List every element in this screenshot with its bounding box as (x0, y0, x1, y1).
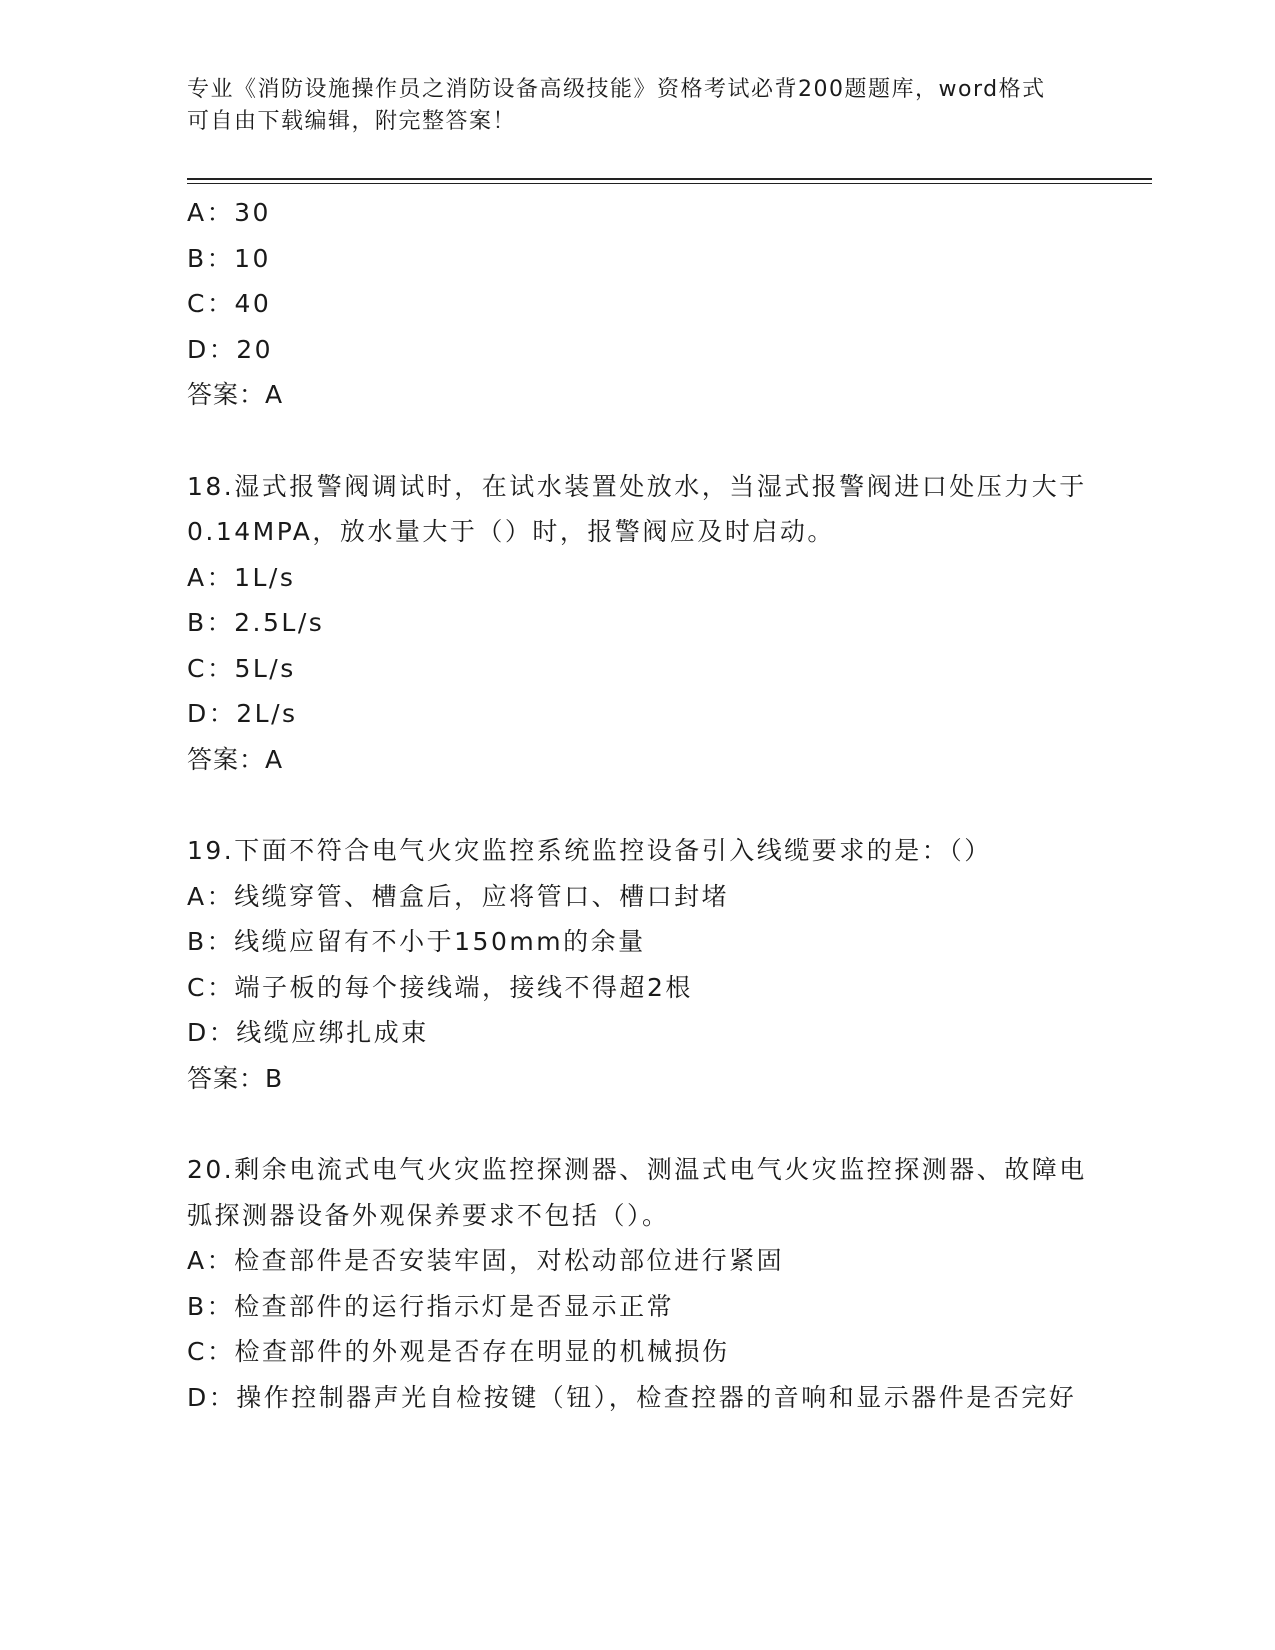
question-stem: 18.湿式报警阀调试时，在试水装置处放水，当湿式报警阀进口处压力大于0.14MPA，放水量大于（）时，报警阀应及时启动。 (187, 471, 1087, 546)
header-rule-thick (187, 178, 1152, 180)
option-b: B：线缆应留有不小于150mm的余量 (187, 927, 646, 956)
question-stem: 20.剩余电流式电气火灾监控探测器、测温式电气火灾监控探测器、故障电弧探测器设备外观保养要求不包括（）。 (187, 1155, 1087, 1230)
option-b: B：10 (187, 243, 271, 273)
answer: 答案：B (187, 1063, 284, 1093)
question-19 (187, 828, 1087, 1101)
answer: 答案：A (187, 744, 284, 774)
option-b: B：2.5L/s (187, 608, 325, 637)
header-rule-thin (187, 183, 1152, 184)
option-d: D：操作控制器声光自检按键（钮），检查控器的音响和显示器件是否完好 (187, 1382, 1077, 1412)
document-header: 专业《消防设施操作员之消防设备高级技能》资格考试必背200题题库，word格式可自由下载编辑，附完整答案！ (187, 77, 1046, 134)
option-c: C：40 (187, 289, 272, 318)
question-20 (187, 1147, 1087, 1420)
option-a: A：线缆穿管、槽盒后，应将管口、槽口封堵 (187, 881, 730, 911)
option-d: D：2L/s (187, 699, 298, 728)
option-a: A：30 (187, 198, 271, 227)
option-a: A：检查部件是否安装牢固，对松动部位进行紧固 (187, 1246, 785, 1275)
answer: 答案：A (187, 380, 284, 409)
question-stem: 19.下面不符合电气火灾监控系统监控设备引入线缆要求的是：（） (187, 836, 992, 865)
question-fragment (187, 190, 1087, 418)
option-a: A：1L/s (187, 562, 296, 592)
option-b: B：检查部件的运行指示灯是否显示正常 (187, 1291, 675, 1321)
option-c: C：5L/s (187, 653, 296, 683)
option-d: D：线缆应绑扎成束 (187, 1018, 429, 1047)
option-c: C：端子板的每个接线端，接线不得超2根 (187, 972, 693, 1002)
option-d: D：20 (187, 334, 274, 364)
question-18 (187, 464, 1087, 783)
option-c: C：检查部件的外观是否存在明显的机械损伤 (187, 1337, 730, 1366)
question-list (187, 190, 1087, 1420)
